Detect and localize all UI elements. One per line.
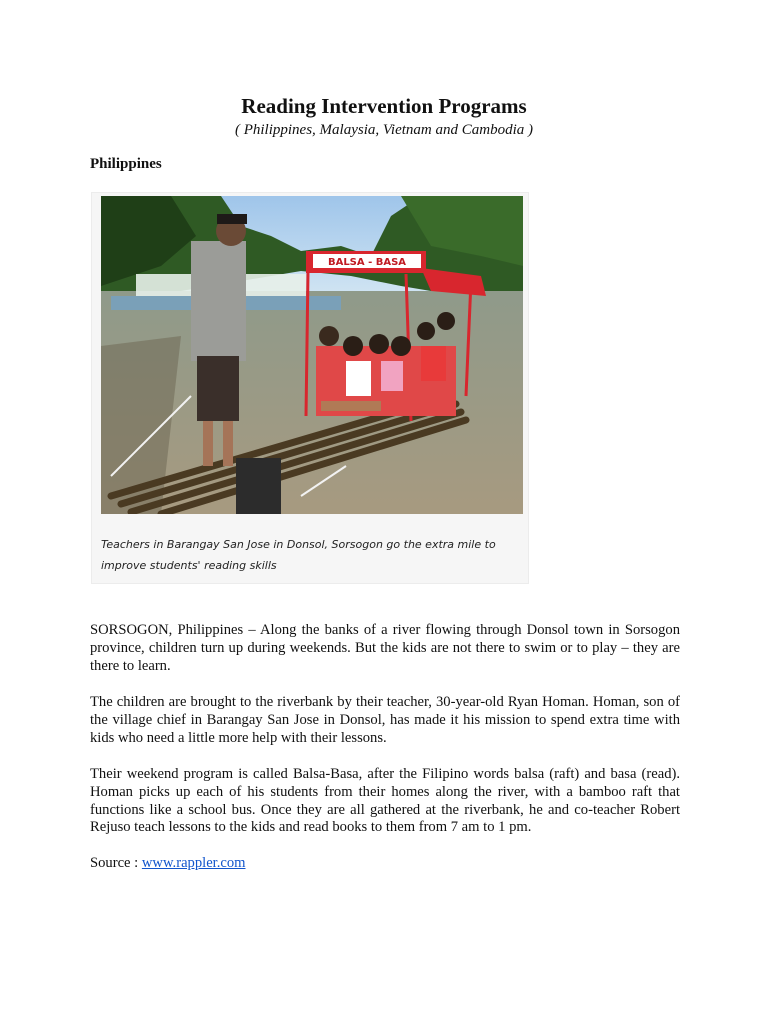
paragraph-2: The children are brought to the riverbank by their teacher, 30-year-old Ryan Homan. Homan, son of the village chief in Barangay San Jose in Donsol, has made it his mission to spend extra time with kids who need a little more help with their lessons. xyxy=(90,694,680,746)
raft-banner-text: BALSA - BASA xyxy=(327,257,407,268)
section-heading: Philippines xyxy=(90,156,162,172)
paragraph-3: Their weekend program is called Balsa-Basa, after the Filipino words balsa (raft) and basa (read). Homan picks up each of his students from their homes along the river, with a bamboo raft that functions like a school bus. Once they are all gathered at the riverbank, he and co-teacher Robert Rejuso teach lessons to the kids and read books to them from 7 am to 1 pm. xyxy=(90,766,680,836)
source-link[interactable]: www.rappler.com xyxy=(141,855,246,871)
paragraph-1: SORSOGON, Philippines – Along the banks of a river flowing through Donsol town in Sorsogon province, children turn up during weekends. But the kids are not there to swim or to play – they are there to learn. xyxy=(90,622,680,674)
speaker xyxy=(236,458,281,514)
photo-figure xyxy=(91,192,529,584)
source-label: Source : xyxy=(90,855,142,871)
source-line xyxy=(90,855,246,872)
photo-caption: Teachers in Barangay San Jose in Donsol, Sorsogon go the extra mile to improve students' reading skills xyxy=(101,538,496,572)
raft-photo xyxy=(101,196,523,514)
document-subtitle: ( Philippines, Malaysia, Vietnam and Cambodia ) xyxy=(234,122,534,138)
document-title: Reading Intervention Programs xyxy=(241,94,527,118)
